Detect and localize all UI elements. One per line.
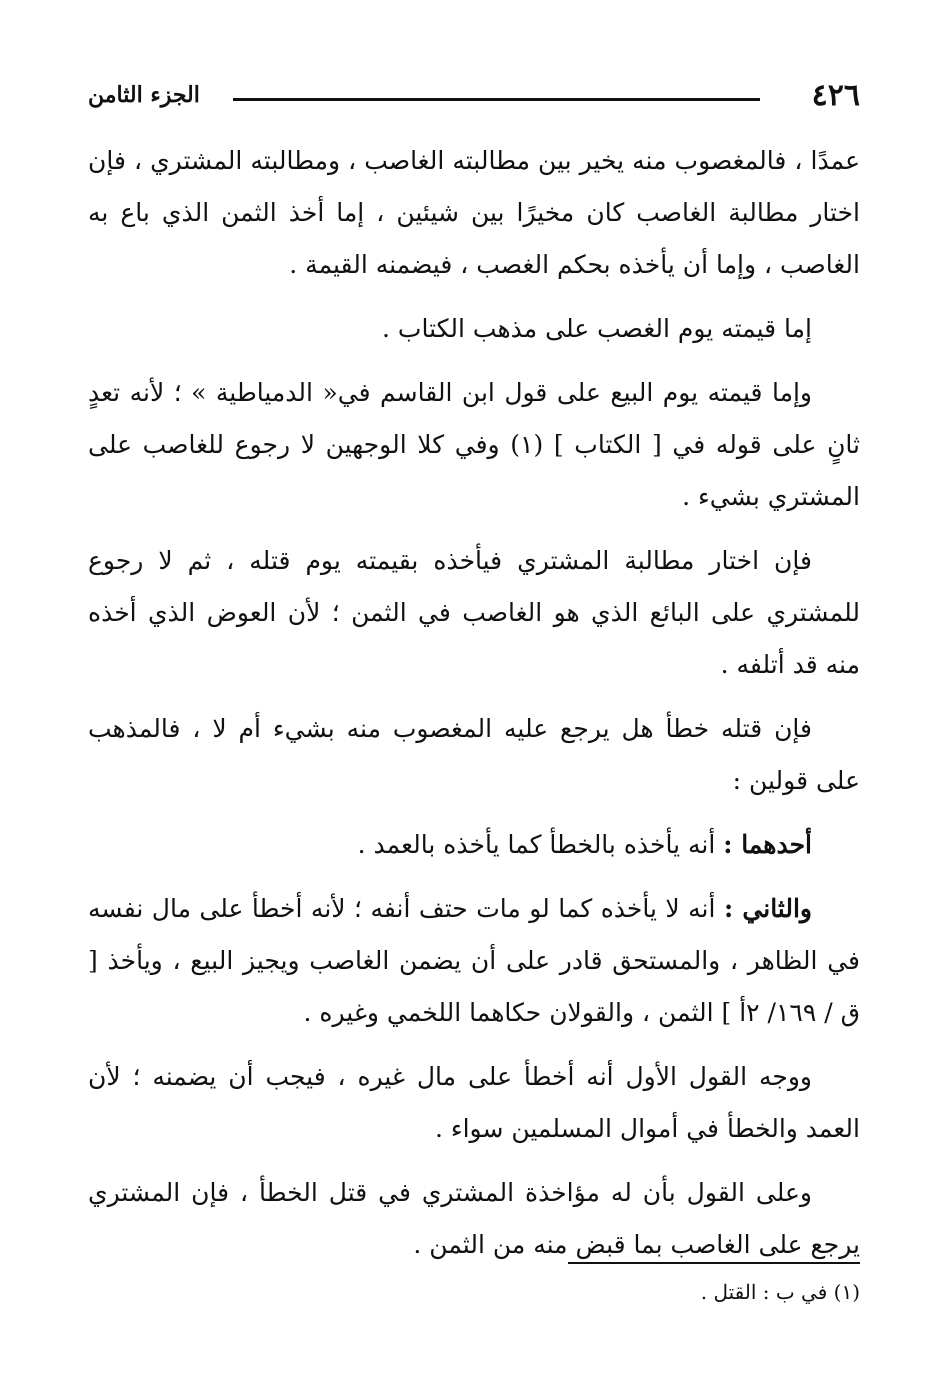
footnote: (١) في ب : القتل . <box>700 1280 860 1304</box>
paragraph <box>88 367 860 523</box>
paragraph-text: فإن قتله خطأ هل يرجع عليه المغصوب منه بشيء أم لا ، فالمذهب على قولين : <box>88 714 860 795</box>
footnote-rule <box>568 1262 860 1264</box>
paragraph-lead: أحدهما : <box>723 830 812 859</box>
paragraph-text: ووجه القول الأول أنه أخطأ على مال غيره ، فيجب أن يضمنه ؛ لأن العمد والخطأ في أموال المسلمين سواء . <box>88 1062 860 1143</box>
paragraph-text: وعلى القول بأن له مؤاخذة المشتري في قتل الخطأ ، فإن المشتري يرجع على الغاصب بما قبض منه من الثمن . <box>88 1178 860 1259</box>
part-title: الجزء الثامن <box>88 82 200 108</box>
paragraph <box>88 883 860 1039</box>
page-header <box>88 78 860 118</box>
page-number: ٤٢٦ <box>811 78 860 113</box>
page-body <box>88 135 860 1283</box>
paragraph-text: وإما قيمته يوم البيع على قول ابن القاسم في« الدمياطية » ؛ لأنه تعدٍ ثانٍ على قوله في [ الكتاب ] (١) وفي كلا الوجهين لا رجوع للغاصب على المشتري بشيء . <box>88 378 860 511</box>
paragraph-text: أنه لا يأخذه كما لو مات حتف أنفه ؛ لأنه أخطأ على مال نفسه في الظاهر ، والمستحق قادر على أن يضمن الغاصب ويجيز البيع ، ويأخذ [ ق / ١٦٩/ ٢أ ] الثمن ، والقولان حكاهما اللخمي وغيره . <box>88 894 860 1027</box>
paragraph-text: فإن اختار مطالبة المشتري فيأخذه بقيمته يوم قتله ، ثم لا رجوع للمشتري على البائع الذي هو الغاصب في الثمن ؛ لأن العوض الذي أخذه منه قد أتلفه . <box>88 546 860 679</box>
header-rule <box>233 98 760 101</box>
paragraph-text: إما قيمته يوم الغصب على مذهب الكتاب . <box>382 314 812 343</box>
paragraph-text: أنه يأخذه بالخطأ كما يأخذه بالعمد . <box>357 830 724 859</box>
paragraph-text: عمدًا ، فالمغصوب منه يخير بين مطالبته الغاصب ، ومطالبته المشتري ، فإن اختار مطالبة الغاصب كان مخيرًا بين شيئين ، إما أخذ الثمن الذي باع به الغاصب ، وإما أن يأخذه بحكم الغصب ، فيضمنه القيمة . <box>88 146 860 279</box>
paragraph-lead: والثاني : <box>723 894 812 923</box>
paragraph <box>88 535 860 691</box>
paragraph <box>88 1051 860 1155</box>
paragraph <box>88 703 860 807</box>
paragraph <box>88 1167 860 1271</box>
paragraph <box>88 819 860 871</box>
paragraph <box>88 303 860 355</box>
paragraph <box>88 135 860 291</box>
